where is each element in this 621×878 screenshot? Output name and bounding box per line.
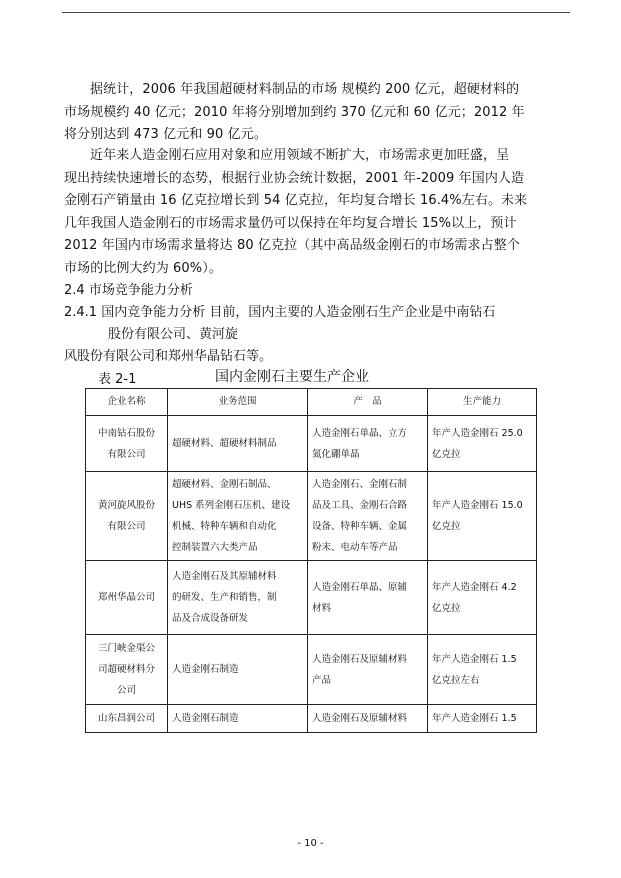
cell-text-line: 人造金刚石及其原辅材料 [172,571,277,582]
paragraph-line: 几年我国人造金刚石的市场需求量仍可以保持在年均复合增长 15%以上，预计 [64,215,517,231]
cell-text-line: 人造金刚石单晶、原辅 [312,581,408,593]
cell-text-line: 亿克拉 [432,602,461,614]
cell-products [308,416,428,472]
subsection-number: 2.4.1 [64,305,98,320]
continuation-line: 风股份有限公司和郑州华晶钻石等。 [64,349,273,364]
cell-text-line: 设备、特种车辆、金属 [312,521,408,532]
cell-text-line: 亿克拉左右 [432,674,480,686]
cell-text-line: 的研发、生产和销售，制 [172,592,277,603]
cell-text-line: UHS 系列金刚石压机、建设 [172,500,291,511]
cell-text-line: 氮化硼单晶 [312,448,360,460]
cell-company [86,705,168,733]
cell-products [308,635,428,705]
cell-text-line: 中南钻石股份 [97,427,155,439]
subsection-heading [64,302,495,324]
cell-text-line: 亿克拉 [432,448,461,460]
paragraph-line: 将分别达到 473 亿元和 90 亿元。 [64,127,267,142]
cell-text-line: 亿克拉 [432,521,461,532]
table-row [86,561,537,635]
table-label: 表 2-1 [98,372,137,387]
page-number: - 10 - [297,838,324,849]
cell-company [86,416,168,472]
section-title: 市场竞争能力分析 [88,283,193,298]
cell-capacity [428,635,537,705]
paragraph-line: 2012 年国内市场需求量将达 80 亿克拉（其中高品级金刚石的市场需求占整个 [64,238,520,253]
cell-text-line: 材料 [312,602,332,614]
producers-table [85,388,537,733]
cell-products [308,705,428,733]
header-products: 产 品 [308,389,428,416]
paragraph-market-size [64,79,564,147]
paragraph-demand [64,145,564,280]
cell-business [168,705,308,733]
cell-capacity [428,472,537,561]
paragraph-line: 据统计，2006 年我国超硬材料制品的市场 规模约 200 亿元，超硬材料的 [90,82,520,97]
cell-capacity [428,561,537,635]
cell-text-line: 郑州华晶公司 [97,592,155,603]
header-company: 企业名称 [86,389,168,416]
cell-company [86,635,168,705]
table-header-row [86,389,537,416]
header-rule [62,12,570,13]
cell-text-line: 粉末、电动车等产品 [312,542,398,553]
cell-text-line: 超硬材料、超硬材料制品 [172,438,277,449]
table-row [86,472,537,561]
cell-text-line: 年产人造金刚石 4.2 [432,581,517,593]
cell-text-line: 超硬材料、金刚石制品、 [172,479,277,490]
cell-text-line: 人造金刚石及原辅材料 [312,653,408,665]
paragraph-line: 市场的比例大约为 60%）。 [64,260,222,276]
cell-company [86,472,168,561]
subsection-text: 国内竞争能力分析 目前，国内主要的人造金刚石生产企业是中南钻石 [101,305,496,320]
cell-text-line: 有限公司 [107,448,146,460]
cell-text-line: 年产人造金刚石 1.5 [432,713,517,724]
table-row [86,705,537,733]
cell-text-line: 年产人造金刚石 1.5 [432,653,517,665]
cell-text-line: 年产人造金刚石 25.0 [432,427,523,439]
paragraph-line: 近年来人造金刚石应用对象和应用领域不断扩大，市场需求更加旺盛，呈 [90,148,510,163]
table-title: 国内金刚石主要生产企业 [215,369,369,385]
cell-text-line: 有限公司 [107,521,146,532]
cell-company [86,561,168,635]
cell-text-line: 年产人造金刚石 15.0 [432,500,523,511]
table-row [86,635,537,705]
cell-products [308,561,428,635]
section-number: 2.4 [64,283,85,298]
cell-text-line: 机械、特种车辆和自动化 [172,521,277,532]
cell-text-line: 人造金刚石制造 [172,713,239,724]
paragraph-line: 金刚石产销量由 16 亿克拉增长到 54 亿克拉，年均复合增长 16.4%左右。未来 [64,193,528,208]
cell-text-line: 人造金刚石、金刚石制 [312,479,408,490]
cell-text-line: 控制装置六大类产品 [172,542,258,553]
cell-text-line: 人造金刚石制造 [172,664,239,675]
section-heading [64,280,193,302]
cell-business [168,416,308,472]
cell-text-line: 产品 [312,674,332,686]
cell-text-line: 人造金刚石单晶、立方 [312,427,408,439]
cell-business [168,472,308,561]
cell-business [168,561,308,635]
cell-products [308,472,428,561]
cell-text-line: 黄河旋风股份 [97,500,155,511]
table-row [86,416,537,472]
cell-text-line: 山东昌润公司 [97,713,155,724]
cell-business [168,635,308,705]
cell-capacity [428,416,537,472]
paragraph-line: 现出持续快速增长的态势，根据行业协会统计数据，2001 年-2009 年国内人造 [64,170,525,186]
cell-text-line: 公司 [116,685,136,696]
header-capacity: 生产能力 [428,389,537,416]
cell-text-line: 司超硬材料分 [97,664,155,675]
paragraph-line: 市场规模约 40 亿元；2010 年将分别增加到约 370 亿元和 60 亿元；2012 年 [64,104,525,120]
cell-text-line: 三门峡金渠公 [97,643,155,654]
cell-capacity [428,705,537,733]
header-business: 业务范围 [168,389,308,416]
cell-text-line: 品及工具、金刚石合路 [312,500,408,511]
cell-text-line: 品及合成设备研发 [172,613,249,624]
subsection-wrap-line: 股份有限公司、黄河旋 [108,327,239,342]
cell-text-line: 人造金刚石及原辅材料 [312,713,408,724]
table-body [86,416,537,733]
